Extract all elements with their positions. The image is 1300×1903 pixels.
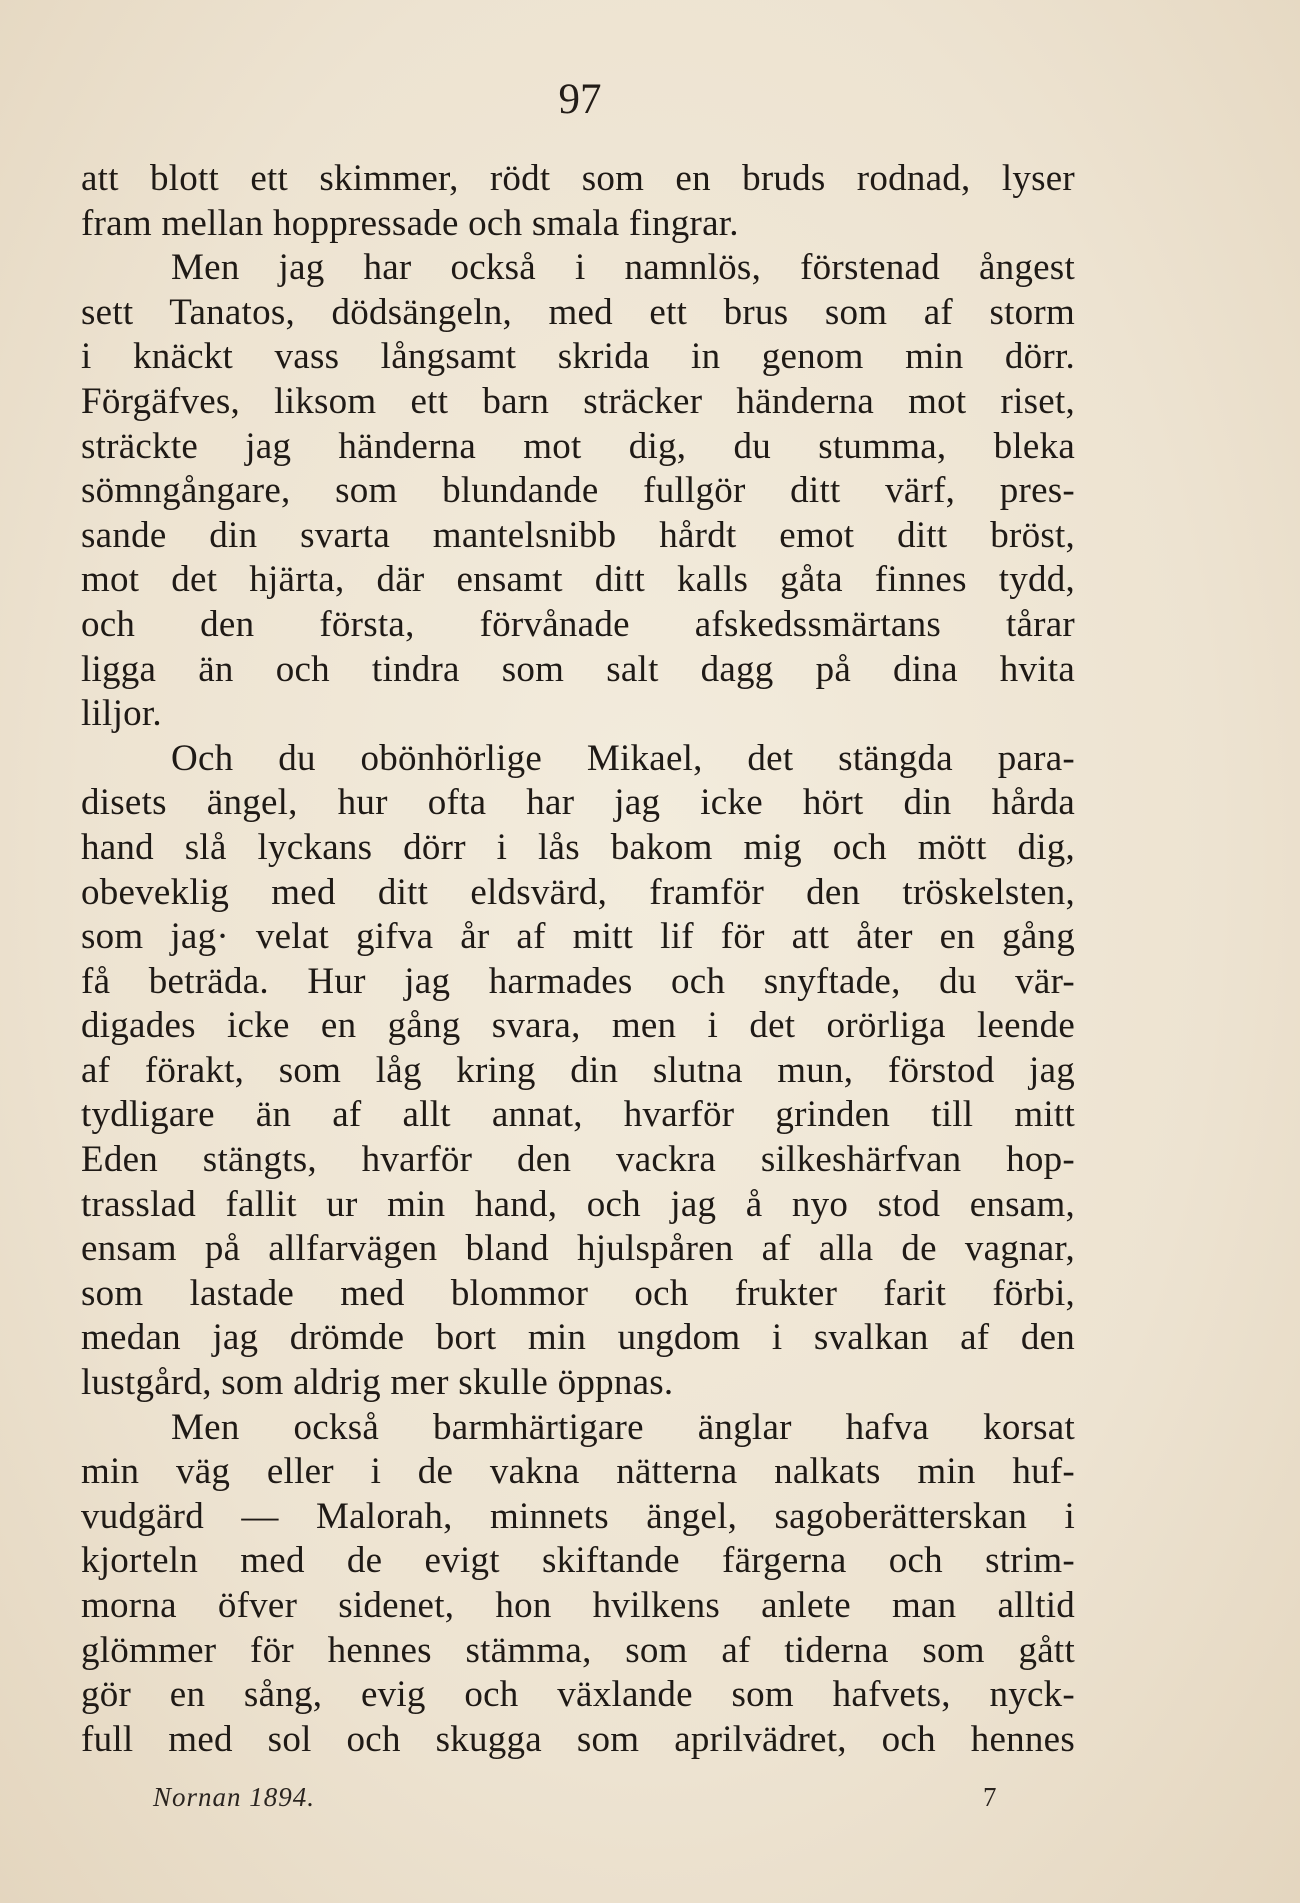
text-line-31: vudgärd — Malorah, minnets ängel, sagoberätterskan i [81,1495,1075,1537]
text-line-4: sett Tanatos, dödsängeln, med ett brus som af storm [81,291,1075,333]
text-line-5: i knäckt vass långsamt skrida in genom min dörr. [81,336,1075,378]
text-line-28: lustgård, som aldrig mer skulle öppnas. [81,1362,674,1404]
text-line-12: ligga än och tindra som salt dagg på dina hvita [81,648,1075,690]
text-line-22: tydligare än af allt annat, hvarför grinden till mitt [81,1094,1075,1136]
text-line-7: sträckte jag händerna mot dig, du stumma, bleka [81,425,1075,467]
text-line-19: få beträda. Hur jag harmades och snyftade, du vär- [81,960,1075,1002]
text-line-16: hand slå lyckans dörr i lås bakom mig och mött dig, [81,826,1075,868]
text-line-32: kjorteln med de evigt skiftande färgerna och strim- [81,1540,1075,1582]
text-line-35: gör en sång, evig och växlande som hafvets, nyck- [81,1674,1075,1716]
text-line-8: sömngångare, som blundande fullgör ditt värf, pres- [81,470,1075,512]
text-line-26: som lastade med blommor och frukter farit förbi, [81,1272,1075,1314]
printer-signature: Nornan 1894. [153,1782,316,1812]
text-line-30: min väg eller i de vakna nätterna nalkats min huf- [81,1451,1075,1493]
text-line-33: morna öfver sidenet, hon hvilkens anlete man alltid [81,1585,1075,1626]
body-text [81,157,1075,1762]
page-footer [0,1782,1300,1822]
text-line-9: sande din svarta mantelsnibb hårdt emot ditt bröst, [81,514,1075,556]
text-line-23: Eden stängts, hvarför den vackra silkeshärfvan hop- [81,1139,1075,1181]
text-line-21: af förakt, som låg kring din slutna mun, förstod jag [81,1049,1075,1091]
text-line-24: trasslad fallit ur min hand, och jag å nyo stod ensam, [81,1183,1075,1225]
text-line-29: Men också barmhärtigare änglar hafva korsat [171,1406,1075,1448]
text-line-6: Förgäfves, liksom ett barn sträcker händerna mot riset, [81,380,1075,422]
text-line-15: disets ängel, hur ofta har jag icke hört din hårda [81,782,1075,824]
text-line-3: Men jag har också i namnlös, förstenad ångest [171,247,1075,289]
signature-number: 7 [983,1782,997,1812]
text-line-10: mot det hjärta, där ensamt ditt kalls gåta finnes tydd, [81,559,1075,601]
text-line-17: obeveklig med ditt eldsvärd, framför den tröskelsten, [81,871,1075,913]
text-line-34: glömmer för hennes stämma, som af tiderna som gått [81,1629,1075,1671]
page-number: 97 [558,76,602,123]
text-line-2: fram mellan hoppressade och smala fingrar. [81,202,739,244]
text-line-25: ensam på allfarvägen bland hjulspåren af alla de vagnar, [81,1228,1075,1270]
text-line-20: digades icke en gång svara, men i det orörliga leende [81,1005,1075,1047]
text-line-18: som jag· velat gifva år af mitt lif för att åter en gång [81,916,1075,958]
text-line-13: liljor. [81,693,162,735]
text-line-11: och den första, förvånade afskedssmärtans tårar [81,603,1075,645]
text-line-36: full med sol och skugga som aprilvädret, och hennes [81,1718,1075,1760]
text-line-1: att blott ett skimmer, rödt som en bruds rodnad, lyser [81,158,1075,199]
text-line-27: medan jag drömde bort min ungdom i svalkan af den [81,1317,1075,1359]
text-line-14: Och du obönhörlige Mikael, det stängda para- [171,737,1075,779]
